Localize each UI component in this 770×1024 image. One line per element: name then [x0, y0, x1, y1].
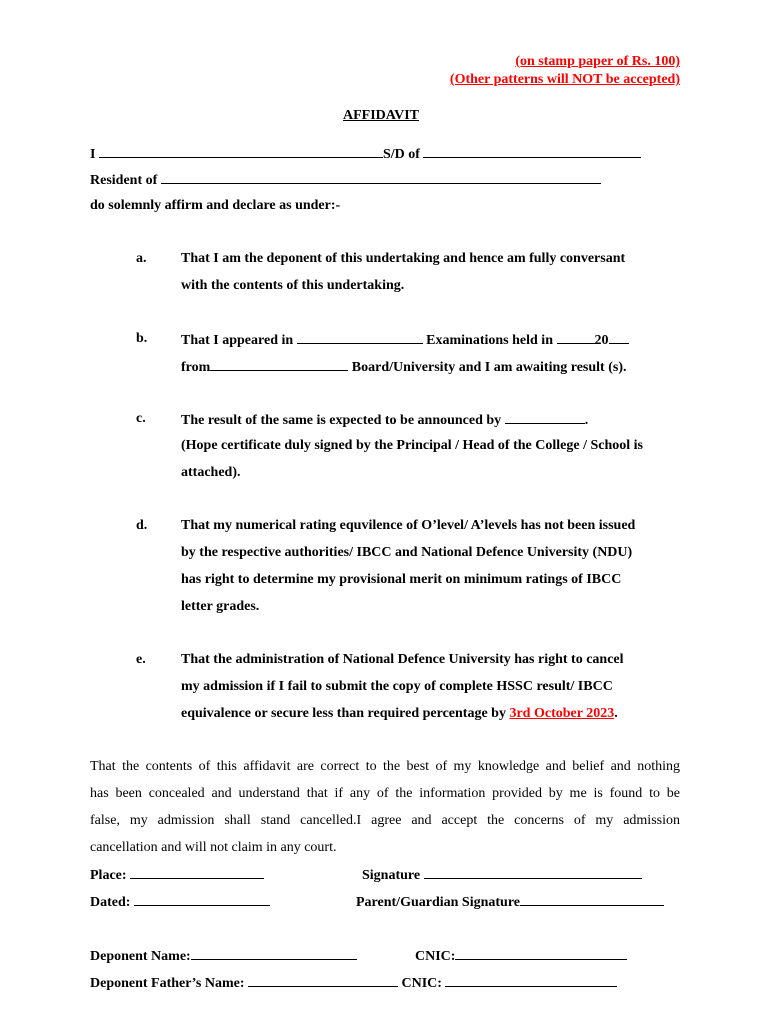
place-field	[90, 866, 264, 884]
item-e-text-3: equivalence or secure less than required percentage by	[181, 706, 506, 721]
name-blank[interactable]	[99, 145, 383, 158]
item-a-line-1: That I am the deponent of this undertaking and hence am fully conversant	[181, 251, 626, 266]
parent-name-blank[interactable]	[423, 145, 641, 158]
cnic-blank-1[interactable]	[455, 947, 627, 960]
announcement-date-blank[interactable]	[505, 411, 585, 424]
item-e-line-3	[181, 706, 618, 722]
item-e-period: .	[614, 706, 618, 721]
place-label: Place:	[90, 868, 127, 883]
pattern-warning-note: (Other patterns will NOT be accepted)	[449, 72, 680, 87]
item-marker-a: a.	[136, 251, 147, 266]
item-d-line-2: by the respective authorities/ IBCC and National Defence University (NDU)	[181, 545, 633, 560]
signature-field	[362, 866, 642, 884]
cnic-label-2: CNIC:	[401, 976, 442, 991]
item-c-line-3: attached).	[181, 465, 241, 480]
father-name-blank[interactable]	[248, 974, 398, 987]
item-marker-d: d.	[136, 518, 148, 533]
year-prefix-blank[interactable]	[557, 331, 595, 344]
item-c-text-1: The result of the same is expected to be announced by	[181, 413, 502, 428]
year-suffix-blank[interactable]	[609, 331, 629, 344]
examination-blank[interactable]	[297, 331, 423, 344]
item-c-line-2: (Hope certificate duly signed by the Principal / Head of the College / School is	[181, 438, 643, 453]
place-blank[interactable]	[130, 866, 264, 879]
document-title: AFFIDAVIT	[343, 108, 419, 123]
item-e-line-2: my admission if I fail to submit the copy of complete HSSC result/ IBCC	[181, 679, 613, 694]
intro-name-line	[90, 145, 641, 163]
guardian-signature-label: Parent/Guardian Signature	[356, 895, 521, 910]
item-d-line-3: has right to determine my provisional merit on minimum ratings of IBCC	[181, 572, 622, 587]
stamp-paper-note: (on stamp paper of Rs. 100)	[515, 54, 680, 69]
sd-label: S/D of	[382, 147, 420, 162]
deponent-name-label: Deponent Name:	[90, 949, 191, 964]
residence-blank[interactable]	[161, 171, 601, 184]
item-marker-e: e.	[136, 652, 146, 667]
intro-resident-line	[90, 171, 601, 189]
item-marker-c: c.	[136, 411, 146, 426]
father-name-label: Deponent Father’s Name:	[90, 976, 245, 991]
item-b-text-1: That I appeared in	[181, 333, 294, 348]
item-marker-b: b.	[136, 331, 148, 346]
item-b-line-2	[181, 358, 627, 376]
signature-label: Signature	[362, 868, 421, 883]
guardian-signature-blank[interactable]	[520, 893, 664, 906]
closing-line-2: has been concealed and understand that if any of the information provided by me is found to be	[90, 786, 680, 801]
cnic-field-1	[415, 947, 627, 965]
item-d-line-4: letter grades.	[181, 599, 260, 614]
item-a-line-2: with the contents of this undertaking.	[181, 278, 405, 293]
cnic-label-1: CNIC:	[415, 949, 456, 964]
dated-label: Dated:	[90, 895, 131, 910]
closing-line-4: cancellation and will not claim in any court.	[90, 840, 337, 855]
item-e-line-1: That the administration of National Defence University has right to cancel	[181, 652, 624, 667]
dated-blank[interactable]	[134, 893, 270, 906]
closing-line-3: false, my admission shall stand cancelled.I agree and accept the concerns of my admission	[90, 813, 680, 828]
closing-line-1: That the contents of this affidavit are correct to the best of my knowledge and belief and nothing	[90, 759, 680, 774]
item-b-text-4: Board/University and I am awaiting result (s).	[351, 360, 627, 375]
board-blank[interactable]	[210, 358, 348, 371]
closing-paragraph	[90, 753, 680, 861]
i-label: I	[90, 147, 96, 162]
item-d-line-1: That my numerical rating equvilence of O’level/ A’levels has not been issued	[181, 518, 636, 533]
item-b-text-2: Examinations held in	[426, 333, 553, 348]
deadline-date: 3rd October 2023	[509, 706, 615, 721]
dated-field	[90, 893, 270, 911]
item-b-year-label: 20	[594, 333, 609, 348]
item-c-line-1	[181, 411, 588, 429]
deponent-name-field	[90, 947, 357, 965]
item-c-period: .	[584, 413, 589, 428]
declaration-line: do solemnly affirm and declare as under:-	[90, 198, 341, 213]
cnic-blank-2[interactable]	[445, 974, 617, 987]
deponent-name-blank[interactable]	[191, 947, 357, 960]
guardian-signature-field	[356, 893, 664, 911]
father-name-field	[90, 974, 617, 992]
item-b-text-3: from	[181, 360, 211, 375]
signature-blank[interactable]	[424, 866, 642, 879]
resident-label: Resident of	[90, 173, 158, 188]
item-b-line-1	[181, 331, 629, 349]
